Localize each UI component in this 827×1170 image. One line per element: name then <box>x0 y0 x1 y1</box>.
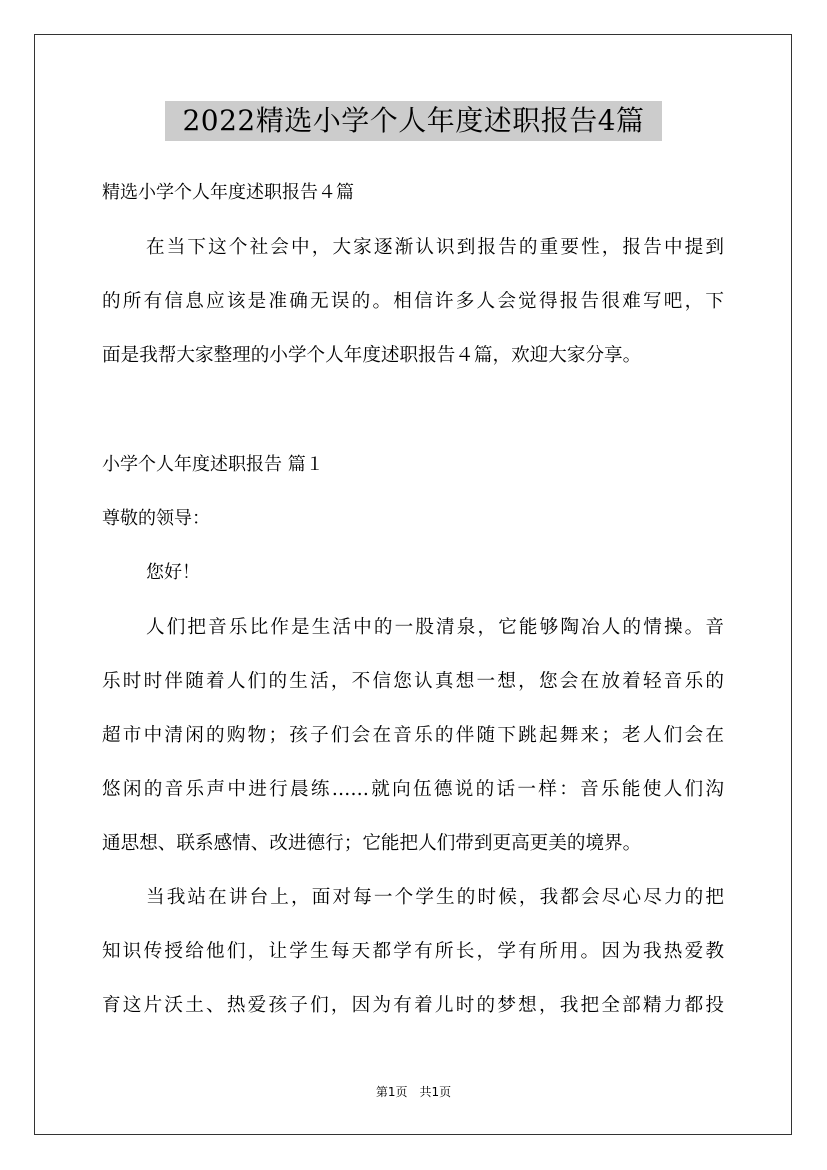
paragraph1-line-5: 通思想、联系感情、改进德行；它能把人们带到更高更美的境界。 <box>102 833 642 854</box>
intro-line-2: 的所有信息应该是准确无误的。相信许多人会觉得报告很难写吧，下 <box>102 291 724 312</box>
salutation: 尊敬的领导： <box>102 508 210 529</box>
intro-line-1: 在当下这个社会中，大家逐渐认识到报告的重要性，报告中提到 <box>146 237 724 258</box>
paragraph2-line-2: 知识传授给他们，让学生每天都学有所长，学有所用。因为我热爱教 <box>102 941 724 962</box>
document-title: 2022精选小学个人年度述职报告4篇 <box>165 101 662 141</box>
greeting: 您好！ <box>146 562 200 583</box>
page-number: 第1页 共1页 <box>375 1085 452 1099</box>
paragraph1-line-4: 悠闲的音乐声中进行晨练……就向伍德说的话一样：音乐能使人们沟 <box>102 779 724 800</box>
paragraph1-line-1: 人们把音乐比作是生活中的一股清泉，它能够陶冶人的情操。音 <box>146 617 724 638</box>
paragraph2-line-3: 育这片沃土、热爱孩子们，因为有着儿时的梦想，我把全部精力都投 <box>102 995 724 1016</box>
paragraph1-line-2: 乐时时伴随着人们的生活，不信您认真想一想，您会在放着轻音乐的 <box>102 671 724 692</box>
paragraph1-line-3: 超市中清闲的购物；孩子们会在音乐的伴随下跳起舞来；老人们会在 <box>102 725 724 746</box>
intro-line-3: 面是我帮大家整理的小学个人年度述职报告４篇，欢迎大家分享。 <box>102 345 642 366</box>
document-subtitle: 精选小学个人年度述职报告４篇 <box>102 182 354 203</box>
paragraph2-line-1: 当我站在讲台上，面对每一个学生的时候，我都会尽心尽力的把 <box>146 887 724 908</box>
section-heading: 小学个人年度述职报告 篇１ <box>102 454 324 475</box>
